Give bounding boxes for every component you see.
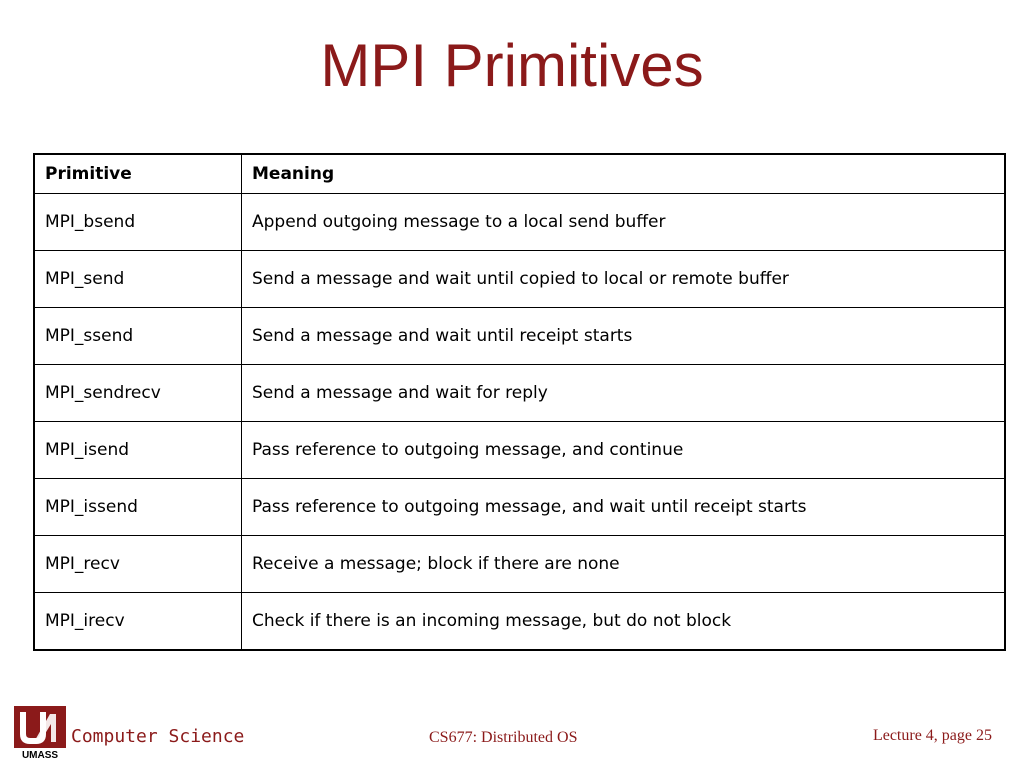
meaning-cell: Receive a message; block if there are none: [242, 536, 1006, 593]
primitive-cell: MPI_recv: [34, 536, 242, 593]
footer-department: Computer Science: [71, 726, 245, 747]
table-header-row: [34, 154, 1005, 194]
table-row: [34, 536, 1005, 593]
footer-page-number: Lecture 4, page 25: [872, 727, 992, 744]
table-row: [34, 194, 1005, 251]
umass-logo: [14, 706, 66, 760]
meaning-cell: Send a message and wait until copied to local or remote buffer: [242, 251, 1006, 308]
meaning-cell: Append outgoing message to a local send buffer: [242, 194, 1006, 251]
primitive-cell: MPI_isend: [34, 422, 242, 479]
table-row: [34, 251, 1005, 308]
header-primitive: Primitive: [34, 154, 242, 194]
primitive-cell: MPI_issend: [34, 479, 242, 536]
meaning-cell: Send a message and wait for reply: [242, 365, 1006, 422]
table-row: [34, 308, 1005, 365]
slide-title: MPI Primitives: [320, 32, 704, 99]
primitive-cell: MPI_bsend: [34, 194, 242, 251]
primitive-cell: MPI_sendrecv: [34, 365, 242, 422]
logo-text: UMASS: [21, 750, 59, 760]
meaning-cell: Send a message and wait until receipt starts: [242, 308, 1006, 365]
primitives-table: [33, 153, 1006, 651]
header-meaning: Meaning: [242, 154, 1006, 194]
meaning-cell: Check if there is an incoming message, but do not block: [242, 593, 1006, 651]
footer-course: CS677: Distributed OS: [429, 729, 578, 746]
table-row: [34, 365, 1005, 422]
primitive-cell: MPI_send: [34, 251, 242, 308]
table-row: [34, 479, 1005, 536]
primitive-cell: MPI_ssend: [34, 308, 242, 365]
table-row: [34, 422, 1005, 479]
primitive-cell: MPI_irecv: [34, 593, 242, 651]
meaning-cell: Pass reference to outgoing message, and continue: [242, 422, 1006, 479]
meaning-cell: Pass reference to outgoing message, and wait until receipt starts: [242, 479, 1006, 536]
table-row: [34, 593, 1005, 651]
